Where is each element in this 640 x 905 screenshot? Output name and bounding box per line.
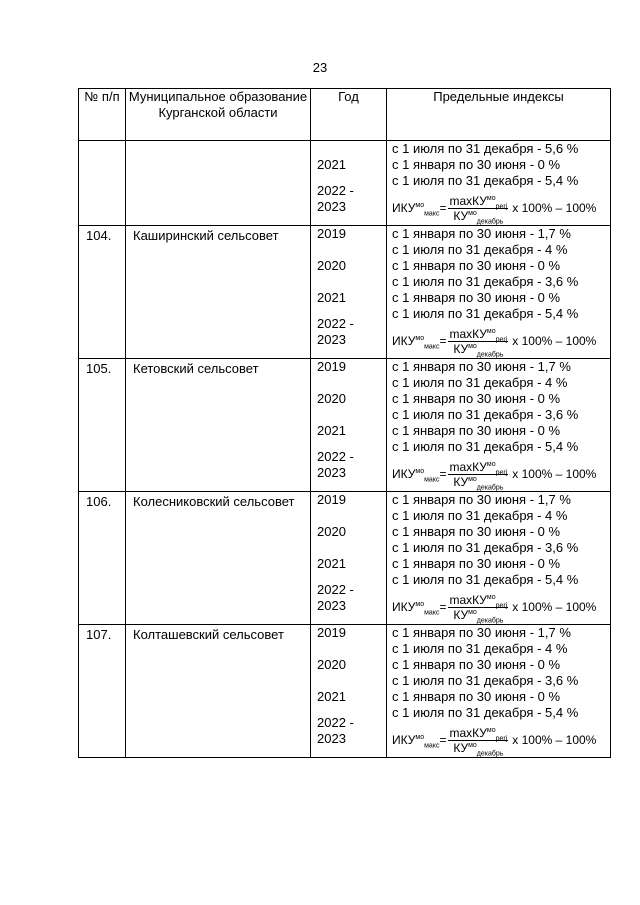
row-number: 105. xyxy=(79,359,126,492)
index-line: с 1 июля по 31 декабря - 5,4 % xyxy=(392,173,579,188)
formula-fraction xyxy=(448,593,508,622)
formula-part: мо xyxy=(486,593,496,601)
formula-part: maxКУ xyxy=(449,459,487,474)
formula-part: мо xyxy=(468,608,477,616)
row-num-empty xyxy=(79,141,126,226)
formula-fraction xyxy=(448,460,508,489)
formula-part: декабрь xyxy=(476,616,504,624)
row-number: 104. xyxy=(79,226,126,359)
formula-part: КУ xyxy=(453,208,469,223)
formula-part: мо xyxy=(415,734,425,741)
formula-part: мо xyxy=(468,342,477,350)
year-value: 2020 xyxy=(317,657,346,672)
formula xyxy=(392,723,610,757)
formula-part: мо xyxy=(468,475,477,483)
formula-tail: x 100% – 100% xyxy=(512,600,597,614)
year-value: 2022 - 2023 xyxy=(317,715,354,746)
row-name-empty xyxy=(126,141,311,226)
formula-eq: = xyxy=(439,334,447,348)
formula-tail: x 100% – 100% xyxy=(512,733,597,747)
year-value: 2022 - 2023 xyxy=(317,449,354,480)
formula xyxy=(392,324,610,358)
municipality-name: Колташевский сельсовет xyxy=(126,625,311,758)
formula-part: КУ xyxy=(453,341,469,356)
formula-tail: x 100% – 100% xyxy=(512,334,597,348)
index-line: с 1 июля по 31 декабря - 4 % xyxy=(392,242,568,257)
index-line: с 1 июля по 31 декабря - 3,6 % xyxy=(392,407,579,422)
formula-lhs xyxy=(392,466,439,482)
row-indices xyxy=(387,359,611,492)
index-line: с 1 июля по 31 декабря - 5,4 % xyxy=(392,306,579,321)
index-line: с 1 января по 30 июня - 0 % xyxy=(392,157,561,172)
formula-lhs xyxy=(392,732,439,748)
formula-part: декабрь xyxy=(476,749,504,757)
formula-part: ИКУ xyxy=(392,201,416,215)
formula-part: макс xyxy=(424,210,440,218)
index-line: с 1 января по 30 июня - 0 % xyxy=(392,290,561,305)
index-line: с 1 июля по 31 декабря - 4 % xyxy=(392,508,568,523)
formula-tail: x 100% – 100% xyxy=(512,467,597,481)
index-line: с 1 июля по 31 декабря - 5,6 % xyxy=(392,141,579,156)
formula-fraction xyxy=(448,194,508,223)
formula-part: maxКУ xyxy=(449,326,487,341)
formula-part: КУ xyxy=(453,607,469,622)
formula-part: макс xyxy=(424,609,440,617)
header-municipality: Муниципальное образование Курганской области xyxy=(126,89,311,141)
formula-part: мо xyxy=(415,202,425,209)
formula-part: КУ xyxy=(453,740,469,755)
table-row xyxy=(79,359,611,492)
formula-part: ИКУ xyxy=(392,467,416,481)
year-value: 2022 - 2023 xyxy=(317,582,354,613)
formula-part: КУ xyxy=(453,474,469,489)
index-line: с 1 января по 30 июня - 0 % xyxy=(392,556,561,571)
index-line: с 1 января по 30 июня - 0 % xyxy=(392,423,561,438)
row-years xyxy=(311,625,387,758)
municipality-name: Каширинский сельсовет xyxy=(126,226,311,359)
year-value: 2020 xyxy=(317,524,346,539)
formula-part: декабрь xyxy=(476,350,504,358)
formula-part: мо xyxy=(415,601,425,608)
index-line: с 1 января по 30 июня - 1,7 % xyxy=(392,226,571,241)
year-value: 2019 xyxy=(317,226,346,241)
year-value: 2022 - 2023 xyxy=(317,316,354,347)
year-value: 2020 xyxy=(317,258,346,273)
formula-part: макс xyxy=(424,343,440,351)
formula-part: maxКУ xyxy=(449,193,487,208)
table-row xyxy=(79,226,611,359)
table-row xyxy=(79,492,611,625)
table-row-continuation xyxy=(79,141,611,226)
index-line: с 1 июля по 31 декабря - 3,6 % xyxy=(392,540,579,555)
year-value: 2021 xyxy=(317,423,346,438)
header-limit-indices: Предельные индексы xyxy=(387,89,611,141)
municipality-name: Кетовский сельсовет xyxy=(126,359,311,492)
formula-part: мо xyxy=(468,741,477,749)
year-value: 2020 xyxy=(317,391,346,406)
row-indices xyxy=(387,141,611,226)
year-value: 2021 xyxy=(317,556,346,571)
formula-tail: x 100% – 100% xyxy=(512,201,597,215)
formula-part: мо xyxy=(486,194,496,202)
formula-part: perj xyxy=(495,202,508,210)
index-line: с 1 января по 30 июня - 0 % xyxy=(392,258,561,273)
formula-fraction xyxy=(448,726,508,755)
formula-part: maxКУ xyxy=(449,592,487,607)
formula-part: мо xyxy=(415,468,425,475)
index-line: с 1 июля по 31 декабря - 5,4 % xyxy=(392,572,579,587)
row-indices xyxy=(387,625,611,758)
formula-part: мо xyxy=(486,460,496,468)
index-line: с 1 января по 30 июня - 0 % xyxy=(392,391,561,406)
formula-lhs xyxy=(392,333,439,349)
formula-part: perj xyxy=(495,335,508,343)
year-value: 2019 xyxy=(317,625,346,640)
formula-part: perj xyxy=(495,468,508,476)
index-line: с 1 июля по 31 декабря - 4 % xyxy=(392,641,568,656)
row-number: 107. xyxy=(79,625,126,758)
formula-eq: = xyxy=(439,733,447,747)
index-line: с 1 января по 30 июня - 0 % xyxy=(392,657,561,672)
formula-part: ИКУ xyxy=(392,733,416,747)
formula xyxy=(392,590,610,624)
formula-part: макс xyxy=(424,742,440,750)
table-row xyxy=(79,625,611,758)
index-line: с 1 января по 30 июня - 1,7 % xyxy=(392,492,571,507)
formula-eq: = xyxy=(439,600,447,614)
table-header-row xyxy=(79,89,611,141)
row-number: 106. xyxy=(79,492,126,625)
formula-part: мо xyxy=(415,335,425,342)
header-year: Год xyxy=(311,89,387,141)
index-line: с 1 июля по 31 декабря - 3,6 % xyxy=(392,274,579,289)
row-indices xyxy=(387,226,611,359)
formula-part: декабрь xyxy=(476,483,504,491)
municipality-name: Колесниковский сельсовет xyxy=(126,492,311,625)
limit-index-table xyxy=(78,88,611,758)
index-line: с 1 января по 30 июня - 1,7 % xyxy=(392,625,571,640)
row-years xyxy=(311,226,387,359)
formula-eq: = xyxy=(439,201,447,215)
formula-part: мо xyxy=(468,209,477,217)
index-line: с 1 января по 30 июня - 0 % xyxy=(392,524,561,539)
year-value: 2021 xyxy=(317,689,346,704)
formula-lhs xyxy=(392,200,439,216)
formula xyxy=(392,191,610,225)
formula-part: perj xyxy=(495,601,508,609)
index-line: с 1 июля по 31 декабря - 3,6 % xyxy=(392,673,579,688)
year-value: 2019 xyxy=(317,359,346,374)
formula-part: ИКУ xyxy=(392,334,416,348)
index-line: с 1 января по 30 июня - 0 % xyxy=(392,689,561,704)
formula-fraction xyxy=(448,327,508,356)
formula-lhs xyxy=(392,599,439,615)
row-indices xyxy=(387,492,611,625)
formula-part: мо xyxy=(486,726,496,734)
header-num: № п/п xyxy=(79,89,126,141)
row-years xyxy=(311,359,387,492)
formula-part: maxКУ xyxy=(449,725,487,740)
year-2022-2023: 2022 - 2023 xyxy=(317,183,354,214)
index-line: с 1 июля по 31 декабря - 4 % xyxy=(392,375,568,390)
row-years xyxy=(311,492,387,625)
formula-eq: = xyxy=(439,467,447,481)
index-line: с 1 июля по 31 декабря - 5,4 % xyxy=(392,439,579,454)
index-line: с 1 июля по 31 декабря - 5,4 % xyxy=(392,705,579,720)
formula-part: макс xyxy=(424,476,440,484)
year-value: 2019 xyxy=(317,492,346,507)
year-2021: 2021 xyxy=(317,157,346,172)
formula-part: ИКУ xyxy=(392,600,416,614)
formula xyxy=(392,457,610,491)
page-number: 23 xyxy=(312,60,328,75)
formula-part: декабрь xyxy=(476,217,504,225)
formula-part: perj xyxy=(495,734,508,742)
index-line: с 1 января по 30 июня - 1,7 % xyxy=(392,359,571,374)
formula-part: мо xyxy=(486,327,496,335)
row-years xyxy=(311,141,387,226)
year-value: 2021 xyxy=(317,290,346,305)
